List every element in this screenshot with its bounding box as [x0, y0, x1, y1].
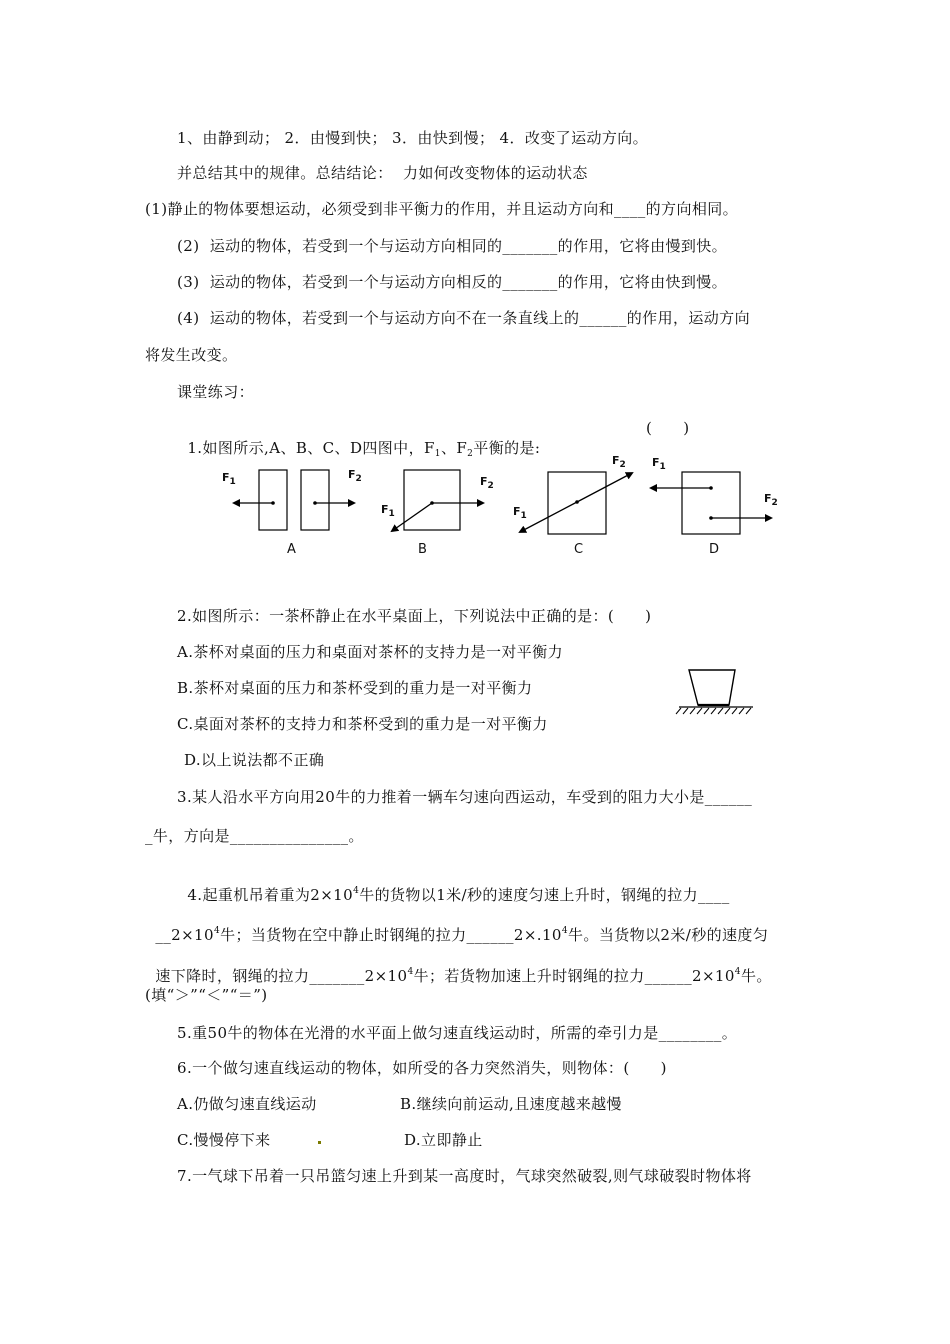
q4-line3-sup2: 4	[734, 967, 741, 977]
line-7: 将发生改变。	[145, 346, 238, 364]
diagram-a	[234, 470, 354, 530]
label-b-f2: $F_2$	[480, 475, 494, 491]
question-4-line-4: (填“＞”“＜”“＝”)	[145, 986, 268, 1004]
q2-option-d: D.以上说法都不正确	[184, 751, 325, 769]
q4-line1-b: 牛的货物以1米/秒的速度匀速上升时，钢绳的拉力____	[359, 886, 730, 904]
label-a-f2: $F_2$	[348, 468, 362, 484]
q6-option-a: A.仍做匀速直线运动	[177, 1095, 317, 1113]
q4-line2-c: 牛。当货物以2米/秒的速度匀	[568, 926, 769, 944]
label-b-f1: $F_1$	[381, 503, 395, 519]
q2-option-a: A.茶杯对桌面的压力和桌面对茶杯的支持力是一对平衡力	[177, 643, 564, 661]
label-a-f1: $F_1$	[222, 471, 236, 487]
q4-line3-sup1: 4	[407, 967, 414, 977]
q4-line2-a: __2×10	[155, 926, 214, 944]
question-7: 7.一气球下吊着一只吊篮匀速上升到某一高度时，气球突然破裂,则气球破裂时物体将	[177, 1167, 752, 1185]
line-1: 1、由静到动； 2．由慢到快； 3．由快到慢； 4．改变了运动方向。	[177, 129, 649, 147]
diagram-label-b: B	[418, 542, 427, 557]
q1-text-a: 1.如图所示,A、B、C、D四图中，F	[187, 439, 435, 457]
diagram-label-d: D	[709, 542, 720, 557]
q1-answer-paren: ( )	[646, 419, 690, 437]
line-4: (2) 运动的物体，若受到一个与运动方向相同的_______的作用，它将由慢到快。	[177, 237, 728, 255]
q6-option-b: B.继续向前运动,且速度越来越慢	[400, 1095, 622, 1113]
q1-sub-2: 2	[467, 449, 474, 459]
q6-option-c: C.慢慢停下来	[177, 1131, 271, 1149]
q2-option-c: C.桌面对茶杯的支持力和茶杯受到的重力是一对平衡力	[177, 715, 548, 733]
q1-text-b: 、F	[440, 439, 468, 457]
q4-line3-a: 速下降时，钢绳的拉力_______2×10	[155, 967, 408, 985]
question-4-line-3	[145, 946, 772, 986]
question-4-line-2	[145, 905, 768, 945]
q4-line2-sup2: 4	[561, 926, 569, 936]
teacup-figure	[673, 667, 763, 717]
section-heading: 课堂练习：	[177, 383, 255, 401]
q4-line3-c: 牛。	[740, 967, 772, 985]
q4-line1-sup: 4	[353, 886, 360, 896]
diagram-c	[520, 472, 632, 534]
line-3: (1)静止的物体要想运动，必须受到非平衡力的作用，并且运动方向和____的方向相同。	[145, 200, 739, 218]
question-3-line-1: 3.某人沿水平方向用20牛的力推着一辆车匀速向西运动，车受到的阻力大小是______	[177, 788, 753, 806]
q1-sub-1: 1	[434, 449, 441, 459]
q1-text-c: 平衡的是:	[473, 439, 541, 457]
question-4-line-1	[177, 865, 730, 905]
diagram-b	[392, 470, 483, 531]
question-3-line-2: _牛，方向是_______________。	[145, 827, 364, 845]
line-5: (3) 运动的物体，若受到一个与运动方向相反的_______的作用，它将由快到慢。	[177, 273, 728, 291]
q6-option-d: D.立即静止	[404, 1131, 483, 1149]
label-d-f2: $F_2$	[764, 492, 778, 508]
stray-dot	[318, 1141, 321, 1144]
q4-line1-a: 4.起重机吊着重为2×10	[187, 886, 354, 904]
diagram-label-a: A	[287, 542, 296, 557]
question-2: 2.如图所示：一茶杯静止在水平桌面上，下列说法中正确的是：( )	[177, 607, 652, 625]
diagram-d	[651, 472, 771, 534]
label-d-f1: $F_1$	[652, 456, 666, 472]
line-6: (4) 运动的物体，若受到一个与运动方向不在一条直线上的______的作用，运动方向	[177, 309, 750, 327]
q2-option-b: B.茶杯对桌面的压力和茶杯受到的重力是一对平衡力	[177, 679, 533, 697]
line-2: 并总结其中的规律。总结结论： 力如何改变物体的运动状态	[177, 164, 588, 182]
force-diagrams	[210, 450, 810, 560]
q4-line2-b: 牛；当货物在空中静止时钢绳的拉力______2×.10	[220, 926, 562, 944]
question-5: 5.重50牛的物体在光滑的水平面上做匀速直线运动时，所需的牵引力是________。	[177, 1024, 738, 1042]
q4-line3-b: 牛；若货物加速上升时钢绳的拉力______2×10	[413, 967, 735, 985]
question-6: 6.一个做匀速直线运动的物体，如所受的各力突然消失，则物体：( )	[177, 1059, 667, 1077]
label-c-f1: $F_1$	[513, 505, 527, 521]
diagram-label-c: C	[574, 542, 584, 557]
label-c-f2: $F_2$	[612, 454, 626, 470]
q4-line2-sup1: 4	[213, 926, 221, 936]
